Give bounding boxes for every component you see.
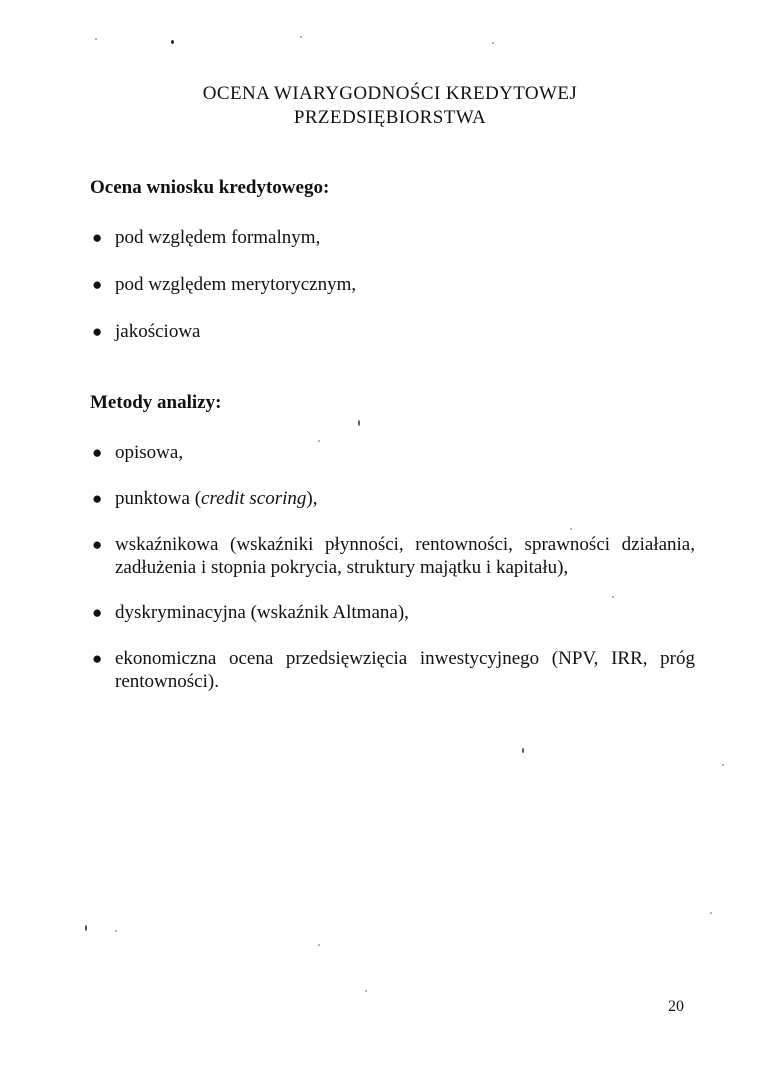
list-item-text: ekonomiczna ocena przedsięwzięcia inwestycyjnego (NPV, IRR, próg rentowności). <box>115 648 695 692</box>
paren-close: ), <box>306 488 318 509</box>
page-number: 20 <box>668 998 684 1015</box>
scan-speck <box>95 38 97 40</box>
scan-speck <box>318 440 320 442</box>
list-item-text: wskaźnikowa (wskaźniki płynności, rentowności, sprawności działania, zadłużenia i stopnia pokrycia, struktury majątku i kapitału), <box>115 534 695 578</box>
list-item <box>90 647 695 693</box>
list-item-text: pod względem merytorycznym, <box>115 274 357 295</box>
section-heading-credit-application: Ocena wniosku kredytowego: <box>90 177 330 198</box>
list-item-text: punktowa <box>115 488 195 509</box>
bullet-icon: ● <box>92 275 103 294</box>
list-item-text: dyskryminacyjna (wskaźnik Altmana), <box>115 602 409 623</box>
list-item <box>90 601 695 624</box>
scan-speck <box>300 36 302 38</box>
paren-open: ( <box>194 488 202 509</box>
scan-speck <box>492 42 494 44</box>
bullet-icon: ● <box>92 603 103 622</box>
list-item <box>90 273 695 296</box>
list-item-text: jakościowa <box>115 321 201 342</box>
title-line-1: OCENA WIARYGODNOŚCI KREDYTOWEJ <box>202 83 578 104</box>
list-item <box>90 533 695 579</box>
bullet-icon: ● <box>92 228 103 247</box>
scan-speck <box>171 40 174 44</box>
list-item-italic: credit scoring <box>201 488 307 509</box>
list-item-text: pod względem formalnym, <box>115 227 321 248</box>
bullet-icon: ● <box>92 535 103 554</box>
list-item <box>90 320 695 343</box>
list-item <box>90 487 695 510</box>
scan-speck <box>115 930 117 932</box>
scan-speck <box>722 764 724 766</box>
scan-speck <box>318 944 320 946</box>
list-item <box>90 441 695 464</box>
scan-speck <box>522 748 524 753</box>
scan-speck <box>85 925 87 931</box>
list-item-text: opisowa, <box>115 442 184 463</box>
bullet-icon: ● <box>92 443 103 462</box>
bullet-icon: ● <box>92 489 103 508</box>
scan-speck <box>570 528 572 530</box>
analysis-methods-list <box>90 441 695 716</box>
page-title <box>90 82 690 130</box>
scan-speck <box>710 912 712 914</box>
scan-speck <box>365 990 367 992</box>
bullet-icon: ● <box>92 649 103 668</box>
list-item <box>90 226 695 249</box>
title-line-2: PRZEDSIĘBIORSTWA <box>293 107 487 128</box>
scan-speck <box>358 420 360 426</box>
bullet-icon: ● <box>92 322 103 341</box>
credit-application-list <box>90 226 695 367</box>
scan-speck <box>612 596 614 598</box>
section-heading-analysis-methods: Metody analizy: <box>90 392 222 413</box>
